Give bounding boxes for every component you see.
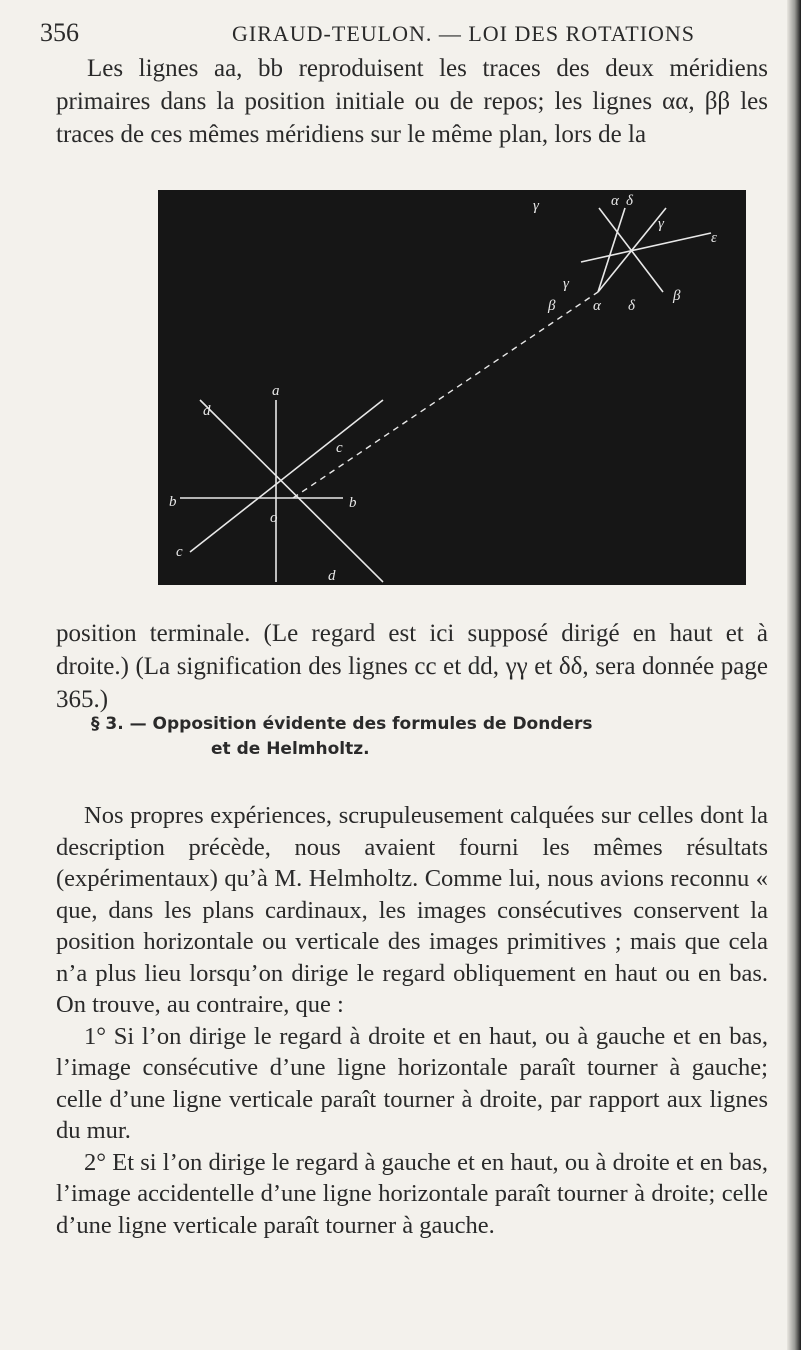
figure-background	[158, 190, 746, 585]
figure-meridians	[158, 190, 746, 585]
paragraph-top	[56, 52, 768, 151]
body-text	[56, 800, 768, 1241]
label-beta-right: β	[673, 288, 681, 304]
page-edge-shadow	[787, 0, 801, 1350]
label-alpha-top: α	[611, 193, 619, 209]
figure-svg	[158, 190, 746, 585]
label-b-right: b	[349, 495, 357, 511]
label-c-left: c	[176, 544, 183, 560]
section-heading	[56, 712, 768, 762]
label-delta-right: δ	[628, 298, 635, 314]
paragraph-top-text: Les lignes aa, bb reproduisent les traces des deux méridiens primaires dans la position initiale ou de repos; les lignes αα, ββ les traces de ces mêmes méridiens sur le même plan, lors de la	[56, 55, 768, 148]
body-paragraph-3: 2° Et si l’on dirige le regard à gauche et en haut, ou à droite et en bas, l’image accidentelle d’une ligne horizontale paraît tourner à droite; celle d’une ligne verticale paraît tourner à gauche.	[56, 1148, 768, 1239]
label-gamma-right: γ	[658, 216, 664, 232]
label-o: o	[270, 510, 278, 526]
label-alpha-bottom: α	[593, 298, 601, 314]
page-number: 356	[40, 18, 79, 47]
label-beta-left: β	[548, 298, 556, 314]
label-delta-top: δ	[626, 193, 633, 209]
running-title: GIRAUD-TEULON. — LOI DES ROTATIONS	[232, 21, 696, 46]
section-heading-line1: § 3. — Opposition évidente des formules de Donders	[91, 714, 593, 734]
section-heading-line2: et de Helmholtz.	[211, 739, 370, 759]
paragraph-after-figure-text: position terminale. (Le regard est ici supposé dirigé en haut et à droite.) (La signification des lignes cc et dd, γγ et δδ, sera donnée page 365.)	[56, 620, 768, 713]
label-a: a	[272, 383, 280, 399]
label-d-bottom: d	[328, 568, 336, 584]
page-header	[40, 18, 760, 52]
label-gamma-left: γ	[533, 198, 539, 214]
label-gamma-lower: γ	[563, 276, 569, 292]
body-paragraph-2: 1° Si l’on dirige le regard à droite et en haut, ou à gauche et en bas, l’image consécutive d’une ligne horizontale paraît tourner à gauche; celle d’une ligne verticale paraît tourner à droite, par rapport aux lignes du mur.	[56, 1022, 768, 1144]
label-b-left: b	[169, 494, 177, 510]
label-c-mid: c	[336, 440, 343, 456]
paragraph-after-figure	[56, 617, 768, 716]
body-paragraph-1: Nos propres expériences, scrupuleusement calquées sur celles dont la description précède, nous avaient fourni les mêmes résultats (expérimentaux) qu’à M. Helmholtz. Comme lui, nous avions reconnu « que, dans les plans cardinaux, les images consécutives conservent la position horizontale ou verticale des images primitives ; mais que cela n’a plus lieu lorsqu’on dirige le regard obliquement en haut ou en bas. On trouve, au contraire, que :	[56, 802, 768, 1018]
label-d-left: d	[203, 403, 211, 419]
label-epsilon: ε	[711, 230, 717, 246]
